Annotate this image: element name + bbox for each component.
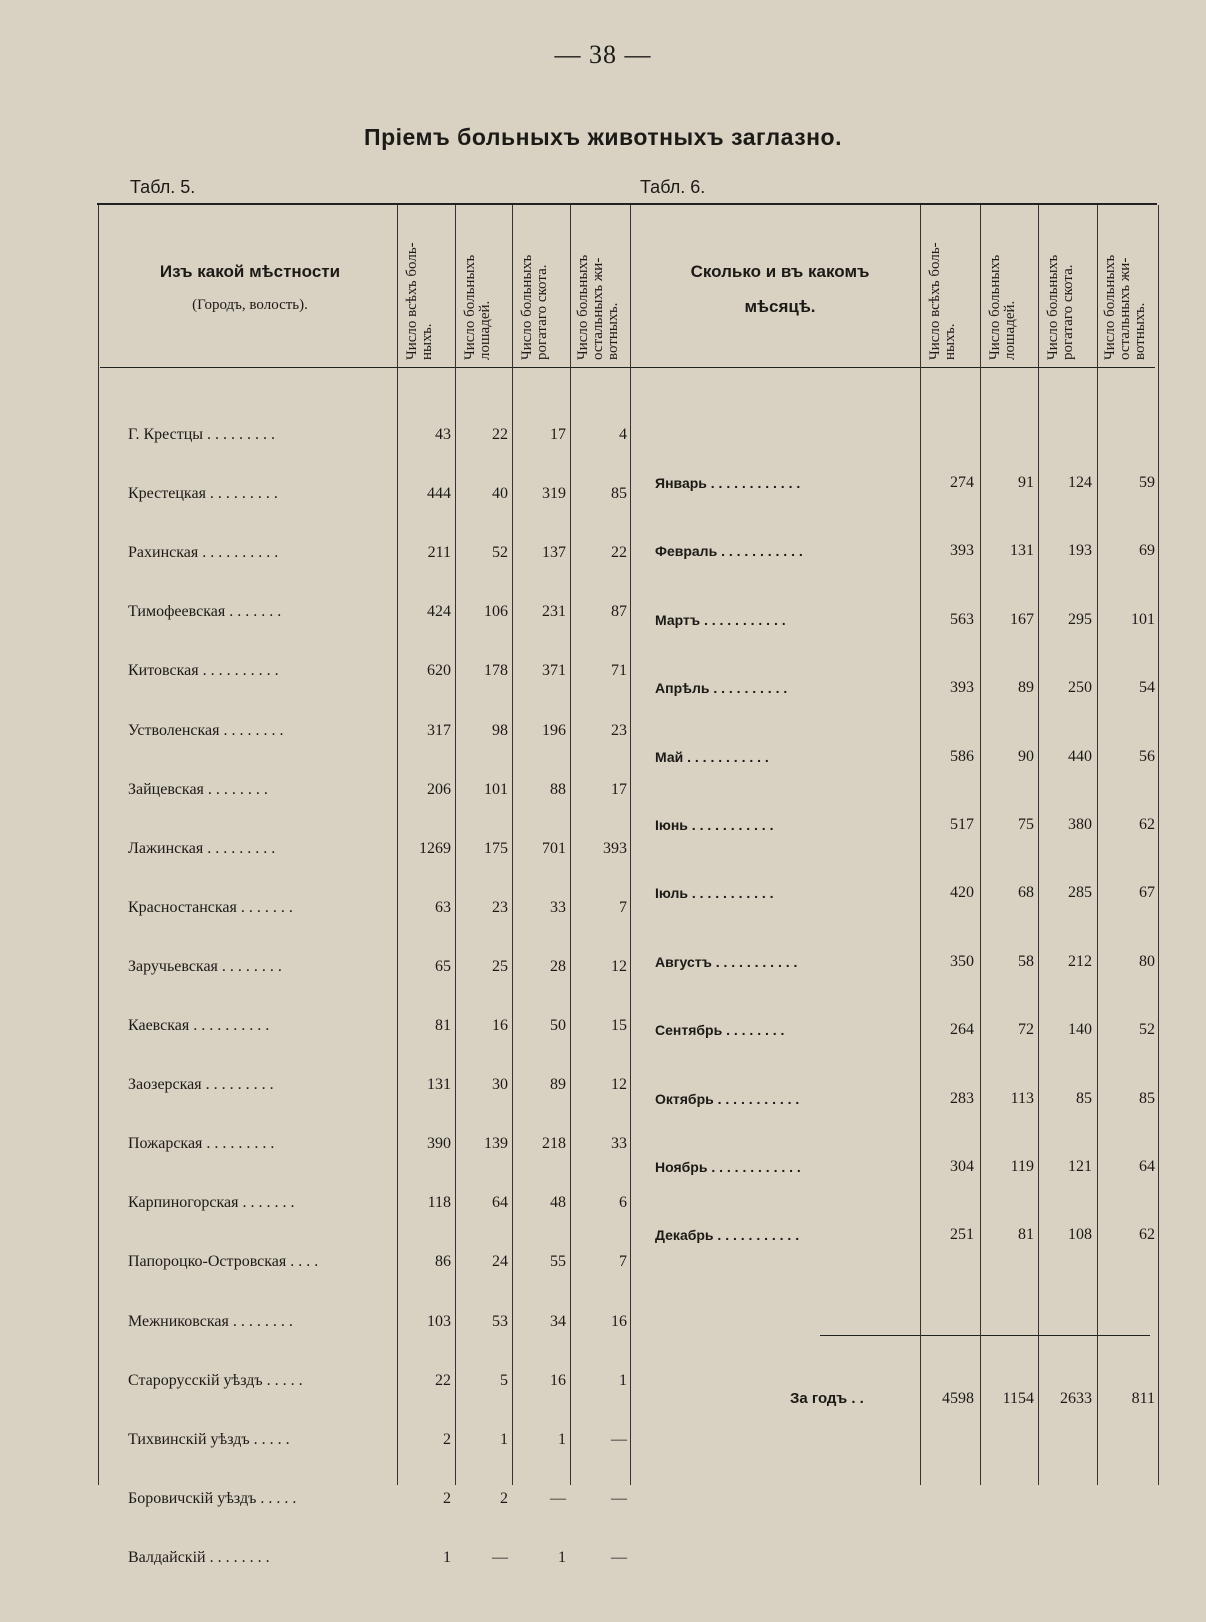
table6-cell-all: 393 (950, 542, 974, 560)
page-number: — 38 — (554, 40, 652, 69)
table5-cell-other: 1 (619, 1371, 627, 1389)
table5-cell-cattle: 701 (542, 839, 566, 857)
table5-cell-other: 85 (611, 485, 627, 503)
table6-row-month: Январь . . . . . . . . . . . . (655, 475, 801, 491)
table6-cell-other: 101 (1131, 610, 1155, 628)
table6-cell-horses: 75 (1018, 816, 1034, 833)
table6-cell-other: 56 (1139, 747, 1155, 765)
table5-cell-other: 6 (619, 1194, 627, 1212)
table6-cell-horses: 167 (1010, 610, 1034, 628)
table5-col-horses-header: Число больныхъ лошадей. (462, 254, 493, 360)
table6-cell-horses: 113 (1010, 1089, 1034, 1107)
table6-cell-cattle: 380 (1068, 816, 1092, 833)
table5-row-place: Папороцко-Островская . . . . (128, 1253, 319, 1271)
col-divider (980, 205, 981, 1485)
table5-cell-other: 33 (611, 1135, 627, 1153)
table5-cell-all: 2 (443, 1489, 451, 1507)
table6-label: Табл. 6. (640, 177, 706, 197)
table5-row-place: Карпиногорская . . . . . . . (128, 1194, 295, 1212)
table6-row-month: Декабрь . . . . . . . . . . . (655, 1227, 800, 1244)
table6-cell-horses: 68 (1018, 884, 1034, 902)
table5-cell-all: 81 (435, 1017, 451, 1034)
table5-cell-horses: 175 (484, 839, 508, 857)
header-bottom-rule (100, 367, 1155, 368)
table6-total-all: 4598 (942, 1390, 974, 1407)
table5-cell-all: 424 (427, 603, 451, 621)
table5-cell-all: 1269 (419, 839, 451, 857)
table5-cell-other: 71 (611, 662, 627, 680)
table6-right-border (1158, 205, 1159, 1485)
table5-row-place: Зайцевская . . . . . . . . (128, 780, 268, 798)
table5-row-place: Тихвинскій уѣздъ . . . . . (128, 1430, 290, 1448)
table6-cell-other: 69 (1139, 542, 1155, 560)
table5-cell-horses: 24 (492, 1253, 508, 1271)
table6-cell-all: 304 (950, 1158, 974, 1175)
table5-row-place: Межниковская . . . . . . . . (128, 1312, 293, 1330)
table5-cell-cattle: 28 (550, 957, 566, 975)
table5-cell-cattle: 1 (558, 1548, 566, 1566)
table6-cell-all: 350 (950, 952, 974, 970)
table5-row-place: Лажинская . . . . . . . . . (128, 839, 276, 857)
table5-cell-other: 7 (619, 898, 627, 916)
table5-cell-cattle: 89 (550, 1076, 566, 1094)
table5-cell-cattle: 1 (558, 1430, 566, 1448)
table5-cell-horses: 64 (492, 1194, 508, 1212)
table6-cell-other: 62 (1139, 816, 1155, 833)
table6-cell-all: 283 (950, 1089, 974, 1107)
table5-cell-other: — (611, 1430, 627, 1448)
table6-total-horses: 1154 (1002, 1390, 1034, 1407)
table5-cell-all: 317 (427, 721, 451, 739)
table6-cell-cattle: 212 (1068, 952, 1092, 970)
table6-cell-all: 420 (950, 884, 974, 902)
table5-cell-horses: 25 (492, 957, 508, 975)
table5-cell-other: 17 (611, 780, 627, 798)
table5-cell-all: 86 (435, 1253, 451, 1271)
table5-cell-horses: 1 (500, 1430, 508, 1448)
table6-row-month: Октябрь . . . . . . . . . . . (655, 1090, 800, 1107)
table5-row-place: Валдайскій . . . . . . . . (128, 1548, 270, 1566)
table5-row-place: Тимофеевская . . . . . . . (128, 603, 282, 621)
table5-col-other-header: Число больныхъ остальныхъ жи- вотныхъ. (575, 254, 621, 360)
table5-cell-all: 620 (427, 662, 451, 680)
table6-cell-all: 251 (950, 1226, 974, 1244)
table6-cell-horses: 72 (1018, 1021, 1034, 1039)
table5-cell-cattle: — (550, 1489, 566, 1507)
table5-col-all-header: Число всѣхъ боль- ныхъ. (404, 242, 435, 360)
table5-cell-other: 7 (619, 1253, 627, 1271)
table6-cell-other: 67 (1139, 884, 1155, 902)
table6-cell-horses: 131 (1010, 542, 1034, 560)
table5-row-place: Г. Крестцы . . . . . . . . . (128, 426, 276, 443)
table5-cell-other: — (611, 1548, 627, 1566)
page-title: Пріемъ больныхъ животныхъ заглазно. (364, 124, 842, 150)
table5-place-header: Изъ какой мѣстности (159, 262, 341, 281)
table5-cell-other: 87 (611, 603, 627, 621)
table6-cell-other: 59 (1139, 474, 1155, 491)
table6-col-other-header: Число больныхъ остальныхъ жи- вотныхъ. (1102, 254, 1148, 360)
table5-cell-horses: 5 (500, 1371, 508, 1389)
table6-cell-other: 64 (1139, 1158, 1155, 1175)
table5-cell-other: 12 (611, 1076, 627, 1094)
table5-cell-all: 65 (435, 957, 451, 975)
table6-row-month: Апрѣль . . . . . . . . . . (655, 680, 788, 697)
table6-cell-other: 52 (1139, 1021, 1155, 1039)
table6-cell-cattle: 295 (1068, 610, 1092, 628)
table6-cell-horses: 91 (1018, 474, 1034, 491)
table5-cell-horses: 53 (492, 1312, 508, 1330)
table6-cell-cattle: 108 (1068, 1226, 1092, 1244)
table6-row-month: Сентябрь . . . . . . . . (655, 1022, 785, 1039)
table5-cell-other: 393 (603, 839, 627, 857)
table5-cell-other: 15 (611, 1017, 627, 1034)
col-divider (1097, 205, 1098, 1485)
table5-cell-horses: 98 (492, 721, 508, 739)
table6-cell-horses: 89 (1018, 679, 1034, 697)
table6-cell-other: 54 (1139, 679, 1155, 697)
total-rule (820, 1335, 1150, 1336)
table6-cell-all: 393 (950, 679, 974, 697)
table5-cell-cattle: 17 (550, 426, 566, 443)
col-divider (570, 205, 571, 1485)
table6-col-cattle-header: Число больныхъ рогатаго скота. (1045, 254, 1076, 360)
table5-cell-cattle: 196 (542, 721, 566, 739)
table6-cell-cattle: 285 (1068, 884, 1092, 902)
table6-cell-cattle: 250 (1068, 679, 1092, 697)
table6-cell-other: 85 (1139, 1089, 1155, 1107)
table6-row-month: Май . . . . . . . . . . . (655, 748, 769, 765)
table5-cell-cattle: 33 (550, 898, 566, 916)
table5-cell-horses: 23 (492, 898, 508, 916)
table5-cell-all: 444 (427, 485, 451, 503)
table6-cell-cattle: 85 (1076, 1089, 1092, 1107)
table5-left-border (98, 205, 99, 1485)
table5-row-place: Китовская . . . . . . . . . . (128, 662, 279, 680)
table5-cell-other: — (611, 1489, 627, 1507)
table6-cell-horses: 119 (1010, 1158, 1034, 1175)
col-divider (397, 205, 398, 1485)
table6-col-horses-header: Число больныхъ лошадей. (987, 254, 1018, 360)
table5-cell-horses: 106 (484, 603, 508, 621)
table6-cell-cattle: 124 (1068, 474, 1092, 491)
table5-row-place: Устволенская . . . . . . . . (128, 721, 284, 739)
table5-row-place: Рахинская . . . . . . . . . . (128, 544, 279, 562)
table5-cell-cattle: 48 (550, 1194, 566, 1212)
table5-row-place: Пожарская . . . . . . . . . (128, 1135, 275, 1153)
table6-col-all-header: Число всѣхъ боль- ныхъ. (927, 242, 958, 360)
col-divider (512, 205, 513, 1485)
table5-cell-horses: 2 (500, 1489, 508, 1507)
table5-row-place: Крестецкая . . . . . . . . . (128, 485, 278, 503)
table5-col-cattle-header: Число больныхъ рогатаго скота. (519, 254, 550, 360)
table5-cell-all: 131 (427, 1076, 451, 1094)
table5-cell-all: 1 (443, 1548, 451, 1566)
table5-cell-horses: 52 (492, 544, 508, 562)
table5-cell-cattle: 34 (550, 1312, 566, 1330)
table5-cell-horses: 101 (484, 780, 508, 798)
table-top-rule (97, 203, 1157, 205)
table6-cell-cattle: 140 (1068, 1021, 1092, 1039)
table5-cell-horses: — (492, 1548, 508, 1566)
table6-row-month: Мартъ . . . . . . . . . . . (655, 611, 786, 628)
table6-row-month: Августъ . . . . . . . . . . . (655, 953, 798, 970)
table6-cell-horses: 58 (1018, 952, 1034, 970)
table5-cell-all: 118 (427, 1194, 451, 1212)
col-divider (920, 205, 921, 1485)
table5-cell-other: 22 (611, 544, 627, 562)
table5-cell-all: 103 (427, 1312, 451, 1330)
table-divider (630, 205, 631, 1485)
table6-month-header: Сколько и въ какомъ (690, 262, 870, 281)
table6-cell-all: 264 (950, 1021, 974, 1039)
table6-cell-horses: 90 (1018, 747, 1034, 765)
table5-label: Табл. 5. (130, 177, 196, 197)
table6-total-label: За годъ . . (790, 1390, 864, 1407)
table6-row-month: Февраль . . . . . . . . . . . (655, 543, 803, 560)
table5-cell-all: 43 (435, 426, 451, 443)
table5-row-place: Красностанская . . . . . . . (128, 898, 293, 916)
table6-month-subheader: мѣсяцѣ. (744, 297, 816, 316)
table5-cell-all: 211 (427, 544, 451, 562)
table5-cell-other: 23 (611, 721, 627, 739)
table5-cell-all: 63 (435, 898, 451, 916)
table5-cell-cattle: 55 (550, 1253, 566, 1271)
table5-row-place: Боровичскій уѣздъ . . . . . (128, 1489, 297, 1507)
table5-cell-cattle: 16 (550, 1371, 566, 1389)
table5-cell-cattle: 371 (542, 662, 566, 680)
table6-cell-cattle: 440 (1068, 747, 1092, 765)
col-divider (455, 205, 456, 1485)
table5-cell-other: 4 (619, 426, 627, 443)
table5-place-subheader: (Городъ, волость). (192, 297, 308, 313)
table6-row-month: Іюнь . . . . . . . . . . . (655, 817, 774, 833)
table5-cell-cattle: 319 (542, 485, 566, 503)
table6-cell-cattle: 193 (1068, 542, 1092, 560)
table6-cell-other: 62 (1139, 1226, 1155, 1244)
table5-cell-other: 12 (611, 957, 627, 975)
table5-cell-all: 2 (443, 1430, 451, 1448)
table6-cell-all: 563 (950, 610, 974, 628)
table6-cell-all: 586 (950, 747, 974, 765)
table6-cell-all: 517 (950, 816, 974, 833)
table5-row-place: Каевская . . . . . . . . . . (128, 1017, 270, 1034)
table5-row-place: Старорусскій уѣздъ . . . . . (128, 1371, 303, 1389)
table6-row-month: Іюль . . . . . . . . . . . (655, 885, 774, 902)
table5-cell-all: 390 (427, 1135, 451, 1153)
table6-total-cattle: 2633 (1060, 1390, 1092, 1407)
table5-cell-all: 22 (435, 1371, 451, 1389)
table5-cell-other: 16 (611, 1312, 627, 1330)
table6-total-other: 811 (1131, 1390, 1155, 1407)
table6-cell-cattle: 121 (1068, 1158, 1092, 1175)
table5-cell-cattle: 231 (542, 603, 566, 621)
table5-cell-horses: 30 (492, 1076, 508, 1094)
table5-cell-horses: 22 (492, 426, 508, 443)
table5-row-place: Заручьевская . . . . . . . . (128, 957, 282, 975)
table5-cell-cattle: 50 (550, 1017, 566, 1034)
table5-cell-cattle: 218 (542, 1135, 566, 1153)
table6-cell-all: 274 (950, 474, 974, 491)
table6-cell-other: 80 (1139, 952, 1155, 970)
col-divider (1038, 205, 1039, 1485)
table5-row-place: Заозерская . . . . . . . . . (128, 1076, 274, 1094)
table5-cell-cattle: 137 (542, 544, 566, 562)
table5-cell-horses: 16 (492, 1017, 508, 1034)
table5-cell-horses: 139 (484, 1135, 508, 1153)
table5-cell-horses: 40 (492, 485, 508, 503)
table5-cell-horses: 178 (484, 662, 508, 680)
table6-row-month: Ноябрь . . . . . . . . . . . . (655, 1159, 801, 1175)
table5-cell-all: 206 (427, 780, 451, 798)
table6-cell-horses: 81 (1018, 1226, 1034, 1244)
table5-cell-cattle: 88 (550, 780, 566, 798)
